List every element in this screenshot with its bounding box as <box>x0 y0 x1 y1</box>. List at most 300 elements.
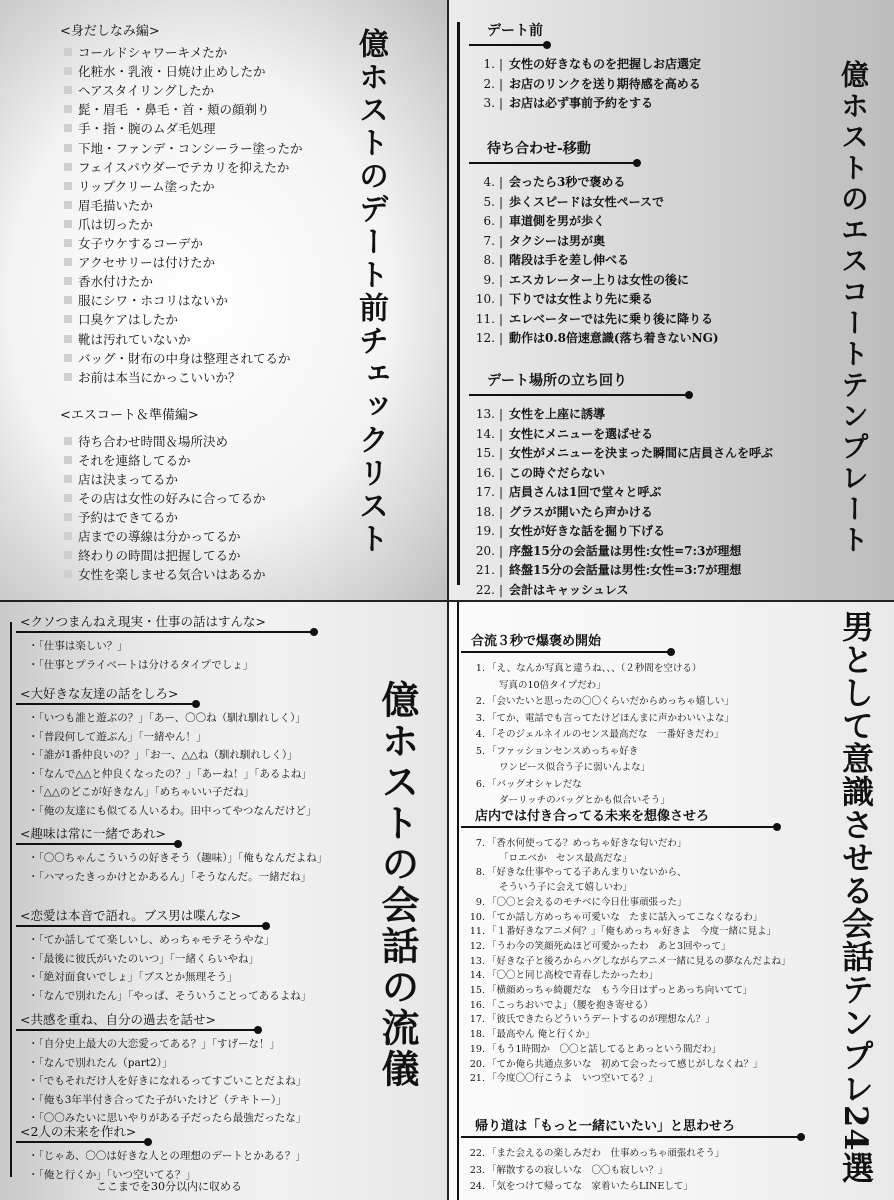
checklist-item <box>64 177 215 195</box>
list-item <box>465 726 724 740</box>
item-text: 女性の好きなものを把握しお店選定 <box>509 57 702 71</box>
item-text: 女性がメニューを決まった瞬間に店員さんを呼ぶ <box>509 446 774 460</box>
list-item <box>465 710 734 724</box>
list-item: ・「仕事は楽しい？」 <box>28 640 128 652</box>
checklist-item <box>64 489 266 507</box>
checklist-item-label: 店は決まってるか <box>78 472 179 487</box>
separator-bar: | <box>499 214 504 228</box>
checkbox-icon <box>64 105 72 113</box>
checkbox-icon <box>64 513 72 521</box>
separator-bar: | <box>499 96 504 110</box>
list-item: ・「てか話してて楽しいし、めっちゃモテそうやな」 <box>28 934 275 946</box>
checkbox-icon <box>64 277 72 285</box>
list-item <box>465 953 791 967</box>
checklist-item-label: 爪は切ったか <box>78 216 154 232</box>
item-continuation: ワンピース似合う子に弱いんよな」 <box>499 762 651 773</box>
separator-bar: | <box>499 311 504 326</box>
separator-bar: | <box>499 485 504 499</box>
item-text: 終盤15分の会話量は男性:女性=3:7が理想 <box>509 563 742 577</box>
checklist-item <box>64 119 216 137</box>
item-number: 11. <box>469 926 485 938</box>
item-text: 「好きな子と後ろからハグしながらアニメ一緒に見るの夢なんだよね」 <box>487 955 791 967</box>
list-item <box>475 329 719 346</box>
checklist-item <box>64 43 227 61</box>
checklist-item-label: コールドシャワーキメたか <box>78 45 228 60</box>
item-number: 18. <box>475 504 495 519</box>
item-text: 「気をつけて帰ってな 家着いたらLINEして」 <box>487 1181 693 1192</box>
section-divider <box>469 44 547 46</box>
list-item: ・「ハマったきっかけとかあるん」「そうなんだ。一緒だね」 <box>28 870 312 883</box>
section-heading: 待ち合わせ-移動 <box>487 141 591 157</box>
item-number: 9. <box>483 272 495 287</box>
timeline-bar <box>10 622 12 1177</box>
item-number: 16. <box>475 465 495 480</box>
separator-bar: | <box>499 407 504 421</box>
checklist-item-label: 女子ウケするコーデか <box>78 236 204 251</box>
list-item <box>465 776 582 790</box>
item-number: 13. <box>469 955 485 967</box>
item-text: 会計はキャッシュレス <box>509 582 629 597</box>
section-divider <box>469 394 689 396</box>
separator-bar: | <box>499 563 504 577</box>
item-text: グラスが開いたら声かける <box>509 504 653 519</box>
list-item <box>475 290 653 307</box>
item-text: 「１番好きなアニメ何？」「俺もめっちゃ好きよ 今度一緒に見よ」 <box>487 926 777 938</box>
item-number: 5. <box>483 194 495 209</box>
item-text: 「最高やん 俺と行くか」 <box>487 1029 595 1041</box>
item-text: 「〇〇と会えるのモチベに今日仕事頑張った」 <box>487 896 687 908</box>
item-continuation: 写真の10倍タイプだわ」 <box>499 679 606 691</box>
item-number: 23. <box>469 1164 485 1176</box>
item-text: 「香水何使ってる？めっちゃ好きな匂いだわ」 <box>487 838 687 849</box>
checkbox-icon <box>64 315 72 323</box>
checkbox-icon <box>64 163 72 171</box>
list-item <box>475 310 713 327</box>
checklist-item <box>64 291 228 309</box>
item-number: 18. <box>469 1029 485 1041</box>
checklist-item <box>64 100 269 118</box>
panel-checklist <box>0 0 447 600</box>
checklist-item-label: 終わりの時間は把握してるか <box>78 548 241 563</box>
separator-bar: | <box>499 57 504 71</box>
item-number: 6. <box>483 214 495 228</box>
item-number: 15. <box>475 446 495 460</box>
checklist-item <box>64 215 153 233</box>
item-number: 19. <box>475 524 495 538</box>
checklist-item <box>64 546 241 564</box>
item-text: 「うわ今の笑顔死ぬほど可愛かったわ あと3回やって」 <box>487 940 731 952</box>
checkbox-icon <box>64 456 72 464</box>
checkbox-icon <box>64 48 72 56</box>
checklist-item-label: 店までの導線は分かってるか <box>78 529 241 544</box>
item-text: 「てか俺ら共通点多いな 初めて会ったって感じがしなくね？」 <box>487 1058 763 1070</box>
checkbox-icon <box>64 437 72 445</box>
section-divider <box>461 651 671 653</box>
separator-bar: | <box>499 272 504 287</box>
list-item <box>475 94 653 111</box>
panel-conversation-templates <box>449 602 894 1200</box>
item-text: 「解散するの寂しいな 〇〇も寂しい？」 <box>487 1164 668 1176</box>
separator-bar: | <box>499 543 504 558</box>
panel-escort-template <box>449 0 894 600</box>
checklist-item-label: 化粧水・乳液・日焼け止めしたか <box>78 64 266 80</box>
item-number: 3. <box>475 712 485 724</box>
separator-bar: | <box>499 175 504 189</box>
item-number: 19. <box>469 1043 485 1055</box>
section-heading: <恋愛は本音で語れ。ブス男は喋んな> <box>20 908 242 923</box>
item-number: 12. <box>469 940 485 952</box>
item-text: エスカレーター上りは女性の後に <box>509 272 690 287</box>
item-number: 7. <box>475 838 485 849</box>
list-item <box>475 542 741 559</box>
list-item <box>465 743 638 757</box>
list-item <box>465 864 687 878</box>
item-number: 14. <box>475 426 495 441</box>
list-item <box>465 1026 595 1040</box>
checklist-item-label: 女性を楽しませる気合いはあるか <box>78 567 266 582</box>
checkbox-icon <box>64 475 72 483</box>
checklist-item <box>64 310 178 328</box>
panel-conversation-style <box>0 602 447 1200</box>
section-divider <box>16 1141 148 1143</box>
footer-note: ここまでを30分以内に収める <box>96 1180 242 1193</box>
item-text: 女性が好きな話を掘り下げる <box>509 524 666 538</box>
checklist-item <box>64 508 178 526</box>
item-number: 2. <box>475 696 485 707</box>
list-item <box>475 193 664 210</box>
item-text: 序盤15分の会話量は男性:女性=7:3が理想 <box>509 543 742 558</box>
separator-bar: | <box>499 292 504 306</box>
section-heading: 帰り道は「もっと一緒にいたい」と思わせろ <box>475 1119 736 1134</box>
item-number: 14. <box>469 970 485 982</box>
section-divider <box>16 703 196 705</box>
item-text: 動作は0.8倍速意識(落ち着きないNG) <box>509 331 719 345</box>
separator-bar: | <box>499 194 504 209</box>
checklist-item <box>64 368 241 386</box>
item-text: 「てか、電話でも言ってたけどほんまに声かわいいよな」 <box>487 712 735 724</box>
item-number: 20. <box>475 543 495 558</box>
checkbox-icon <box>64 220 72 228</box>
checkbox-icon <box>64 570 72 578</box>
checklist-item-label: 口臭ケアはしたか <box>78 312 179 328</box>
list-item <box>475 444 773 461</box>
checklist-item-label: 香水付けたか <box>78 274 154 290</box>
checklist-item <box>64 234 203 252</box>
list-item: ・「俺と行くか」「いつ空いてる？」 <box>28 1168 196 1181</box>
checkbox-icon <box>64 67 72 75</box>
checkbox-icon <box>64 373 72 381</box>
item-number: 8. <box>475 867 485 879</box>
checklist-item <box>64 451 191 469</box>
list-item <box>465 938 731 952</box>
list-item: ・「誰が1番仲良いの？」「お一、△△ね（馴れ馴れしく）」 <box>28 749 298 762</box>
list-item <box>465 1162 668 1176</box>
item-text: 「横顔めっちゃ綺麗だな もう今日はずっとあっち向いてて」 <box>487 985 753 996</box>
item-number: 3. <box>483 96 495 110</box>
item-number: 17. <box>469 1014 485 1026</box>
list-item <box>465 1041 721 1055</box>
checklist-item <box>64 62 266 80</box>
checklist-item-label: フェイスパウダーでテカリを抑えたか <box>78 159 290 175</box>
panel-title: 男として意識させる会話テンプレ24選 <box>837 610 875 1185</box>
checkbox-icon <box>64 86 72 94</box>
checkbox-icon <box>64 182 72 190</box>
item-text: 「こっちおいでよ」（腰を抱き寄せる） <box>487 999 654 1011</box>
section-heading: <2人の未来を作れ> <box>20 1124 137 1139</box>
separator-bar: | <box>499 582 504 597</box>
separator-bar: | <box>499 524 504 538</box>
separator-bar: | <box>499 446 504 460</box>
item-text: 「バッグオシャレだな <box>487 778 582 790</box>
list-item: ・「〇〇ちゃんこういうの好きそう（趣味）」「俺もなんだよね」 <box>28 852 328 864</box>
list-item <box>465 982 752 996</box>
checkbox-icon <box>64 201 72 209</box>
item-number: 15. <box>469 985 485 996</box>
item-text: エレベーターでは先に乗り後に降りる <box>509 311 714 326</box>
list-item <box>465 909 762 923</box>
checklist-item-label: お前は本当にかっこいいか？ <box>78 369 241 385</box>
item-text: 「また会えるの楽しみだわ 仕事めっちゃ頑張れそう」 <box>487 1148 725 1159</box>
list-item: ・「〇〇みたいに思いやりがある子だったら最強だったな」 <box>28 1112 307 1125</box>
checkbox-icon <box>64 494 72 502</box>
item-number: 21. <box>475 563 495 577</box>
checkbox-icon <box>64 124 72 132</box>
checkbox-icon <box>64 354 72 362</box>
list-item: ・「なんで別れたん（part2）」 <box>28 1056 173 1069</box>
checklist-item-label: リップクリーム塗ったか <box>78 178 215 194</box>
checklist-item-label: 髭・眉毛 ・鼻毛・首・頬の顔剃り <box>78 102 270 118</box>
section-divider <box>461 826 777 828</box>
list-item <box>475 405 605 422</box>
list-item <box>475 503 653 520</box>
list-item <box>475 522 665 539</box>
list-item: ・「なんで別れたん」「やっぱ、そういうことってあるよね」 <box>28 989 312 1002</box>
item-continuation: ダーリッチのバッグとかも似合いそう」 <box>499 795 670 806</box>
list-item: ・「仕事とプライベートは分けるタイプでしょ」 <box>28 658 254 671</box>
list-item <box>475 251 629 268</box>
section-heading: <クソつまんねえ現実・仕事の話はすんな> <box>20 614 266 629</box>
checklist-item <box>64 470 178 488</box>
checklist-item <box>64 432 228 450</box>
list-item <box>475 464 605 481</box>
checklist-item <box>64 81 214 99</box>
checkbox-icon <box>64 239 72 247</box>
item-number: 4. <box>483 175 495 189</box>
section-heading: <身だしなみ編> <box>60 24 160 39</box>
item-number: 10. <box>475 292 495 306</box>
item-text: 女性にメニューを選ばせる <box>509 426 654 441</box>
list-item: ・「最後に彼氏がいたのいつ」「一緒くらいやね」 <box>28 952 259 965</box>
checkbox-icon <box>64 144 72 152</box>
separator-bar: | <box>499 253 504 267</box>
item-text: 「好きな仕事やってる子あんまりいないから、 <box>487 867 687 879</box>
item-number: 5. <box>475 745 485 757</box>
checkbox-icon <box>64 296 72 304</box>
section-heading: <趣味は常に一緒であれ> <box>20 826 166 841</box>
checklist-item <box>64 330 191 348</box>
checklist-item <box>64 158 289 176</box>
item-text: 会ったら3秒で褒める <box>509 175 626 189</box>
item-number: 11. <box>475 311 495 326</box>
section-heading: デート場所の立ち回り <box>487 373 627 389</box>
list-item <box>475 232 605 249</box>
list-item <box>475 483 661 500</box>
list-item: ・「でもそれだけ人を好きになれるってすごいことだよね」 <box>28 1075 307 1088</box>
item-number: 22. <box>475 582 495 597</box>
list-item <box>465 1011 715 1025</box>
item-number: 9. <box>475 896 485 908</box>
item-continuation: 「ロエベか センス最高だな」 <box>499 852 632 864</box>
list-item <box>475 75 701 92</box>
item-number: 21. <box>469 1073 485 1085</box>
checklist-item-label: アクセサリーは付けたか <box>78 255 216 271</box>
separator-bar: | <box>499 465 504 480</box>
list-item <box>465 660 701 674</box>
checklist-item-label: 予約はできてるか <box>78 510 179 525</box>
item-number: 4. <box>475 729 485 740</box>
checklist-item <box>64 272 153 290</box>
item-number: 8. <box>483 253 495 267</box>
item-text: 「てか話し方めっちゃ可愛いな たまに話入ってこなくなるわ」 <box>487 911 763 923</box>
section-heading: <エスコート＆準備編> <box>60 408 199 423</box>
list-item: ・「じゃあ、〇〇は好きな人との理想のデートとかある？」 <box>28 1150 306 1162</box>
list-item <box>475 212 605 229</box>
list-item <box>475 425 653 442</box>
section-heading: <大好きな友達の話をしろ> <box>20 686 179 701</box>
list-item: ・「いつも誰と遊ぶの？」「あー、〇〇ね（馴れ馴れしく）」 <box>28 712 306 724</box>
item-text: 「もう1時間か 〇〇と話してるとあっという間だわ」 <box>487 1043 721 1055</box>
separator-bar: | <box>499 233 504 248</box>
panel-title: 億ホストのデート前チェックリスト <box>353 28 388 556</box>
item-number: 7. <box>483 233 495 248</box>
separator-bar: | <box>499 504 504 519</box>
panel-title: 億ホストの会話の流儀 <box>375 680 420 1090</box>
list-item <box>465 997 653 1011</box>
list-item <box>465 1178 693 1192</box>
list-item <box>465 894 687 908</box>
list-item <box>465 1070 658 1084</box>
list-item: ・「△△のどこが好きなん」「めちゃいい子だね」 <box>28 786 255 799</box>
list-item <box>465 693 734 707</box>
panel-title: 億ホストのエスコートテンプレート <box>837 60 870 556</box>
checklist-item-label: 手・指・腕のムダ毛処理 <box>78 121 216 137</box>
item-text: 「ファッションセンスめっちゃ好き <box>487 745 639 757</box>
item-number: 1. <box>483 57 495 71</box>
checklist-item <box>64 196 153 214</box>
list-item <box>465 835 686 849</box>
section-divider <box>16 925 266 927</box>
section-divider <box>16 843 178 845</box>
checklist-item <box>64 253 215 271</box>
checkbox-icon <box>64 335 72 343</box>
list-item <box>475 55 701 72</box>
item-text: 「そのジェルネイルのセンス最高だな 一番好きだわ」 <box>487 729 724 740</box>
list-item: ・「なんで△△と仲良くなったの？」「あーね！」「あるよね」 <box>28 767 312 780</box>
item-text: タクシーは男が奥 <box>509 233 606 248</box>
timeline-bar <box>457 22 460 585</box>
section-heading: <共感を重ね、自分の過去を話せ> <box>20 1012 216 1027</box>
separator-bar: | <box>499 331 504 345</box>
item-text: 階段は手を差し伸べる <box>509 253 630 267</box>
item-number: 1. <box>475 663 485 674</box>
list-item: ・「俺の友達にも似てる人いるわ。田中ってやつなんだけど」 <box>28 805 317 817</box>
list-item: ・「自分史上最大の大恋愛ってある？」「すげーな！」 <box>28 1038 280 1050</box>
checklist-item-label: その店は女性の好みに合ってるか <box>78 491 266 506</box>
item-text: 店員さんは1回で堂々と呼ぶ <box>509 485 662 499</box>
checklist-item-label: 靴は汚れていないか <box>78 331 191 347</box>
checkbox-icon <box>64 551 72 559</box>
item-text: 「今度〇〇行こうよ いつ空いてる？」 <box>487 1073 659 1085</box>
checklist-item-label: 服にシワ・ホコリはないか <box>78 293 229 309</box>
list-item <box>475 173 625 190</box>
section-heading: 合流３秒で爆褒め開始 <box>471 634 602 649</box>
item-number: 24. <box>469 1181 485 1192</box>
list-item <box>475 561 741 578</box>
list-item <box>465 1056 763 1070</box>
list-item: ・「普段何して遊ぶん」「一緒やん！」 <box>28 730 207 743</box>
section-divider <box>469 162 637 164</box>
item-text: 「え、なんか写真と違うね、、、（２秒間を空ける） <box>487 663 702 674</box>
item-number: 22. <box>469 1148 485 1159</box>
list-item <box>475 581 628 598</box>
item-text: 女性を上座に誘導 <box>509 407 606 421</box>
item-text: この時ぐだらない <box>509 465 606 480</box>
list-item <box>465 923 776 937</box>
checkbox-icon <box>64 532 72 540</box>
checklist-item-label: それを連絡してるか <box>78 453 191 468</box>
item-number: 12. <box>475 331 495 345</box>
item-number: 10. <box>469 911 485 923</box>
item-text: 「〇〇と同じ高校で青春したかったわ」 <box>487 970 659 982</box>
item-number: 16. <box>469 999 485 1011</box>
item-text: 下りでは女性より先に乗る <box>509 292 654 306</box>
item-text: 「会いたいと思ったの〇〇くらいだからめっちゃ嬉しい」 <box>487 696 734 707</box>
item-number: 17. <box>475 485 495 499</box>
checklist-item <box>64 139 302 157</box>
section-heading: デート前 <box>487 23 543 39</box>
checklist-item-label: 待ち合わせ時間＆場所決め <box>78 434 229 449</box>
checklist-item-label: バッグ・財布の中身は整理されてるか <box>78 350 291 366</box>
timeline-bar <box>457 602 459 1200</box>
list-item: ・「絶対面食いでしょ」「ブスとか無理そう」 <box>28 971 238 984</box>
list-item: ・「俺も3年半付き合ってた子がいたけど（テキトー）」 <box>28 1093 287 1106</box>
checklist-item <box>64 565 266 583</box>
item-continuation: そういう子に会えて嬉しいわ」 <box>499 882 633 894</box>
item-text: 車道側を男が歩く <box>509 214 606 228</box>
item-number: 6. <box>475 778 485 790</box>
item-text: 「彼氏できたらどういうデートするのが理想なん？」 <box>487 1014 715 1026</box>
checklist-item <box>64 527 241 545</box>
checklist-item <box>64 349 291 367</box>
checklist-item-label: 眉毛描いたか <box>78 197 154 213</box>
checklist-item-label: 下地・ファンデ・コンシーラー塗ったか <box>78 140 303 156</box>
section-heading: 店内では付き合ってる未来を想像させろ <box>475 809 710 824</box>
item-number: 13. <box>475 407 495 421</box>
item-text: 歩くスピードは女性ペースで <box>509 194 664 209</box>
item-text: お店のリンクを送り期待感を高める <box>509 76 701 91</box>
checklist-item-label: ヘアスタイリングしたか <box>78 83 215 99</box>
item-number: 20. <box>469 1058 485 1070</box>
section-divider <box>16 631 314 633</box>
separator-bar: | <box>499 76 504 91</box>
list-item <box>465 1145 724 1159</box>
list-item <box>475 271 689 288</box>
separator-bar: | <box>499 426 504 441</box>
list-item <box>465 967 658 981</box>
section-divider <box>16 1029 258 1031</box>
checkbox-icon <box>64 258 72 266</box>
section-divider <box>461 1136 801 1138</box>
